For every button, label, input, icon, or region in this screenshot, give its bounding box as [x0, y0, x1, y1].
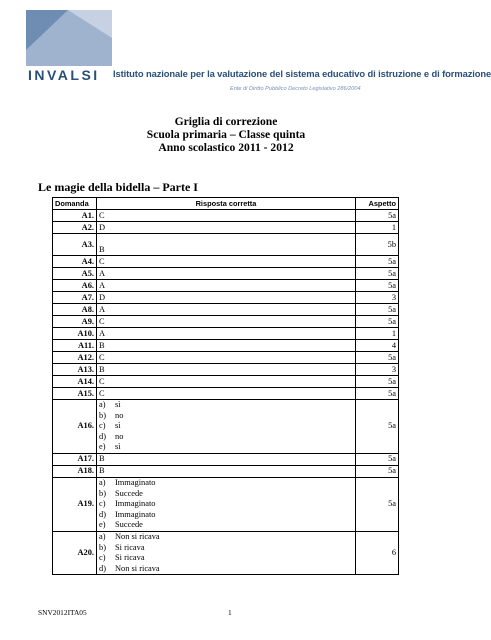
answer-cell: [97, 400, 356, 454]
subitem-value: sì: [115, 400, 121, 409]
question-cell: A14.: [53, 376, 97, 388]
answer-cell: C: [97, 352, 356, 364]
question-cell: A6.: [53, 280, 97, 292]
aspect-cell: 5a: [356, 352, 399, 364]
subitem-letter: d): [99, 509, 106, 519]
aspect-cell: 5a: [356, 304, 399, 316]
question-cell: A2.: [53, 222, 97, 234]
subitem-value: no: [115, 410, 124, 420]
subitem-letter: a): [99, 531, 106, 541]
table-row: [53, 477, 399, 531]
answer-subitem: [99, 543, 353, 554]
answer-subitem: [99, 553, 353, 564]
title-line-3: Anno scolastico 2011 - 2012: [158, 141, 294, 154]
question-cell: A18.: [53, 465, 97, 477]
answer-subitem: [99, 442, 353, 453]
org-subtitle: Ente di Diritto Pubblico Decreto Legislativo 286/2004: [230, 86, 361, 92]
title-line-1: Griglia di correzione: [174, 115, 278, 128]
answer-grid: [52, 197, 399, 575]
question-cell: A16.: [53, 400, 97, 454]
page-number: 1: [228, 608, 232, 617]
subitem-letter: b): [99, 488, 106, 498]
aspect-cell: 6: [356, 531, 399, 574]
table-row: [53, 234, 399, 256]
aspect-cell: 5a: [356, 465, 399, 477]
subitem-value: Si ricava: [115, 542, 145, 552]
answer-cell: B: [97, 340, 356, 352]
subitem-value: Immaginato: [115, 499, 156, 509]
subitem-letter: b): [99, 410, 106, 420]
question-cell: A19.: [53, 477, 97, 531]
subitem-value: sì: [115, 442, 121, 452]
subitem-letter: e): [99, 442, 106, 452]
table-row: [53, 256, 399, 268]
question-cell: A11.: [53, 340, 97, 352]
aspect-cell: 5a: [356, 453, 399, 465]
question-cell: A1.: [53, 210, 97, 222]
table-row: [53, 316, 399, 328]
aspect-cell: 5a: [356, 388, 399, 400]
subitem-value: no: [115, 431, 124, 441]
subitem-value: Immaginato: [115, 509, 156, 519]
subitem-value: Non si ricava: [115, 563, 160, 573]
question-cell: A8.: [53, 304, 97, 316]
footer-code: SNV2012ITA05: [38, 608, 87, 617]
subitem-letter: c): [99, 421, 106, 431]
subitem-letter: e): [99, 520, 106, 530]
answer-cell: [97, 531, 356, 574]
question-cell: A3.: [53, 234, 97, 256]
subitem-letter: c): [99, 499, 106, 509]
answer-cell: B: [97, 465, 356, 477]
answer-subitem: [99, 564, 353, 575]
aspect-cell: 5a: [356, 376, 399, 388]
subitem-letter: b): [99, 542, 106, 552]
question-cell: A5.: [53, 268, 97, 280]
answer-cell: A: [97, 304, 356, 316]
header-domanda: Domanda: [53, 198, 97, 210]
aspect-cell: 5a: [356, 316, 399, 328]
table-header-row: [53, 198, 399, 210]
answer-cell: A: [97, 328, 356, 340]
invalsi-logo: [0, 0, 452, 100]
document-titles: [0, 115, 452, 154]
answer-cell: C: [97, 256, 356, 268]
table-row: [53, 376, 399, 388]
answer-cell: [97, 234, 356, 256]
aspect-cell: 3: [356, 292, 399, 304]
subitem-letter: c): [99, 553, 106, 563]
answer-subitem: [99, 520, 353, 531]
subitem-value: Immaginato: [115, 477, 156, 487]
table-row: [53, 268, 399, 280]
answer-cell: D: [97, 292, 356, 304]
answer-cell: C: [97, 316, 356, 328]
aspect-cell: 5a: [356, 477, 399, 531]
subitem-letter: a): [99, 400, 106, 409]
table-row: [53, 280, 399, 292]
table-row: [53, 453, 399, 465]
answer-cell: C: [97, 388, 356, 400]
aspect-cell: 5a: [356, 400, 399, 454]
answer-subitem: [99, 532, 353, 543]
table-row: [53, 292, 399, 304]
subitem-value: sì: [115, 421, 121, 431]
org-name: Istituto nazionale per la valutazione del sistema educativo di istruzione e di formazione: [113, 68, 491, 79]
table-row: [53, 340, 399, 352]
table-row: [53, 400, 399, 454]
aspect-cell: 4: [356, 340, 399, 352]
answer-subitem: [99, 400, 353, 411]
answer-subitem: [99, 489, 353, 500]
question-cell: A13.: [53, 364, 97, 376]
subitem-value: Succede: [115, 488, 143, 498]
aspect-cell: 5a: [356, 268, 399, 280]
table-row: [53, 328, 399, 340]
question-cell: A17.: [53, 453, 97, 465]
table-row: [53, 465, 399, 477]
aspect-cell: 5a: [356, 210, 399, 222]
aspect-cell: 5a: [356, 280, 399, 292]
header-aspetto: Aspetto: [356, 198, 399, 210]
header-risposta: Risposta corretta: [97, 198, 356, 210]
table-row: [53, 352, 399, 364]
question-cell: A12.: [53, 352, 97, 364]
subitem-letter: a): [99, 477, 106, 487]
aspect-cell: 5b: [356, 234, 399, 256]
answer-subitem: [99, 421, 353, 432]
question-cell: A7.: [53, 292, 97, 304]
subitem-value: Succede: [115, 520, 143, 530]
question-cell: A20.: [53, 531, 97, 574]
answer-cell: A: [97, 268, 356, 280]
logo-wordmark: INVALSI: [28, 67, 100, 83]
answer-cell: D: [97, 222, 356, 234]
question-cell: A10.: [53, 328, 97, 340]
answer-cell: B: [97, 364, 356, 376]
answer-value: B: [99, 245, 105, 254]
answer-cell: C: [97, 210, 356, 222]
table-row: [53, 304, 399, 316]
aspect-cell: 3: [356, 364, 399, 376]
subitem-letter: d): [99, 563, 106, 573]
title-line-2: Scuola primaria – Classe quinta: [146, 128, 306, 141]
table-row: [53, 364, 399, 376]
section-title: Le magie della bidella – Parte I: [38, 180, 198, 194]
question-cell: A15.: [53, 388, 97, 400]
subitem-letter: d): [99, 431, 106, 441]
answer-subitem: [99, 478, 353, 489]
subitem-value: Si ricava: [115, 553, 145, 563]
aspect-cell: 1: [356, 328, 399, 340]
answer-cell: A: [97, 280, 356, 292]
aspect-cell: 5a: [356, 256, 399, 268]
aspect-cell: 1: [356, 222, 399, 234]
answer-subitem: [99, 411, 353, 422]
subitem-value: Non si ricava: [115, 531, 160, 541]
answer-subitem: [99, 510, 353, 521]
table-row: [53, 531, 399, 574]
answer-cell: C: [97, 376, 356, 388]
answer-subitem: [99, 499, 353, 510]
table-row: [53, 210, 399, 222]
question-cell: A9.: [53, 316, 97, 328]
answer-cell: B: [97, 453, 356, 465]
question-cell: A4.: [53, 256, 97, 268]
table-body: [53, 210, 399, 575]
answer-subitem: [99, 432, 353, 443]
table-row: [53, 388, 399, 400]
table-row: [53, 222, 399, 234]
answer-cell: [97, 477, 356, 531]
